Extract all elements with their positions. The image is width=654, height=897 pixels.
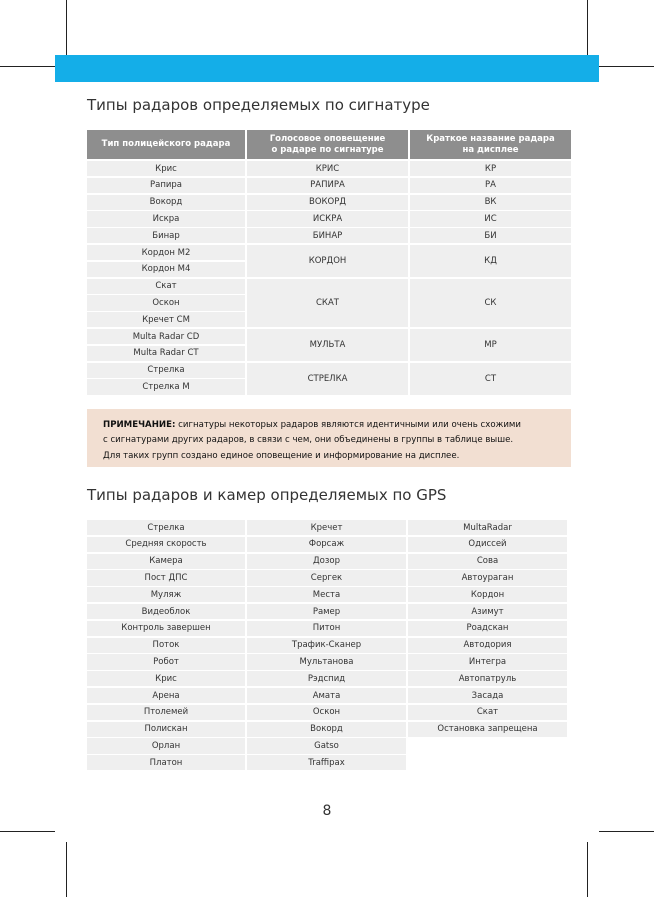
- header-label: о радаре по сигнатуре: [271, 144, 384, 155]
- voice-alert-cell: ВОКОРД: [247, 195, 408, 210]
- radar-type-cell: Кречет СМ: [87, 312, 245, 327]
- note-text: Для таких групп создано единое оповещение и информирование на дисплее.: [103, 450, 460, 461]
- voice-alert-cell: КОРДОН: [247, 245, 408, 277]
- gps-camera-cell: Трафик-Сканер: [247, 638, 406, 653]
- gps-camera-cell: Места: [247, 587, 406, 602]
- table-header-radar-type: [87, 130, 245, 159]
- gps-camera-cell: Traffipax: [247, 755, 406, 770]
- short-name-cell: КР: [410, 161, 571, 176]
- gps-camera-cell: Оскон: [247, 705, 406, 720]
- gps-camera-cell: Форсаж: [247, 537, 406, 552]
- crop-mark: [66, 0, 67, 55]
- radar-type-cell: Стрелка М: [87, 379, 245, 394]
- voice-alert-cell: КРИС: [247, 161, 408, 176]
- gps-camera-cell: Птолемей: [87, 705, 245, 720]
- gps-camera-cell: Видеоблок: [87, 604, 245, 619]
- section-title-gps: Типы радаров и камер определяемых по GPS: [87, 486, 447, 504]
- gps-camera-cell: Gatso: [247, 738, 406, 753]
- radar-type-cell: Скат: [87, 279, 245, 294]
- header-bar: [55, 55, 599, 82]
- gps-camera-cell: Крис: [87, 671, 245, 686]
- gps-camera-cell: Камера: [87, 554, 245, 569]
- table-header-short-name: [410, 130, 571, 159]
- gps-camera-cell: Поток: [87, 638, 245, 653]
- note-text: сигнатуры некоторых радаров являются идентичными или очень схожими: [175, 420, 521, 430]
- note-line: [103, 418, 555, 433]
- radar-type-cell: Multa Radar CT: [87, 346, 245, 361]
- gps-camera-cell: Питон: [247, 621, 406, 636]
- gps-camera-cell: Автопатруль: [408, 671, 567, 686]
- radar-type-cell: Искра: [87, 211, 245, 226]
- gps-camera-cell: Автоураган: [408, 570, 567, 585]
- voice-alert-cell: РАПИРА: [247, 178, 408, 193]
- gps-camera-cell: Вокорд: [247, 722, 406, 737]
- gps-camera-cell: Азимут: [408, 604, 567, 619]
- crop-mark: [0, 831, 55, 832]
- gps-camera-cell: Средняя скорость: [87, 537, 245, 552]
- radar-type-cell: Крис: [87, 161, 245, 176]
- gps-camera-cell: Арена: [87, 688, 245, 703]
- gps-camera-cell: Орлан: [87, 738, 245, 753]
- short-name-cell: МР: [410, 329, 571, 361]
- gps-camera-cell: Роадскан: [408, 621, 567, 636]
- gps-camera-cell: MultaRadar: [408, 520, 567, 535]
- voice-alert-cell: СКАТ: [247, 279, 408, 328]
- gps-camera-cell: Сова: [408, 554, 567, 569]
- crop-mark: [599, 831, 654, 832]
- radar-type-cell: Рапира: [87, 178, 245, 193]
- voice-alert-cell: СТРЕЛКА: [247, 363, 408, 395]
- header-label: Краткое название радара: [426, 133, 555, 144]
- radar-type-cell: Стрелка: [87, 363, 245, 378]
- crop-mark: [599, 66, 654, 67]
- short-name-cell: ИС: [410, 211, 571, 226]
- gps-camera-cell: Дозор: [247, 554, 406, 569]
- gps-camera-cell: Контроль завершен: [87, 621, 245, 636]
- gps-camera-cell: Интегра: [408, 654, 567, 669]
- table-header-voice: [247, 130, 408, 159]
- gps-camera-cell: Мультанова: [247, 654, 406, 669]
- radar-type-cell: Бинар: [87, 228, 245, 243]
- gps-camera-cell: Автодория: [408, 638, 567, 653]
- gps-camera-cell: Сергек: [247, 570, 406, 585]
- header-label: Голосовое оповещение: [269, 133, 386, 144]
- short-name-cell: БИ: [410, 228, 571, 243]
- gps-camera-cell: Скат: [408, 705, 567, 720]
- gps-camera-cell: Амата: [247, 688, 406, 703]
- radar-type-cell: Кордон М4: [87, 262, 245, 277]
- short-name-cell: СК: [410, 279, 571, 328]
- radar-type-cell: Кордон М2: [87, 245, 245, 260]
- gps-camera-cell: Остановка запрещена: [408, 722, 567, 737]
- note-box: [87, 409, 571, 467]
- gps-camera-cell: Платон: [87, 755, 245, 770]
- short-name-cell: ВК: [410, 195, 571, 210]
- section-title-signature: Типы радаров определяемых по сигнатуре: [87, 96, 430, 114]
- voice-alert-cell: ИСКРА: [247, 211, 408, 226]
- crop-mark: [0, 66, 55, 67]
- header-label: Тип полицейского радара: [101, 139, 231, 149]
- voice-alert-cell: БИНАР: [247, 228, 408, 243]
- short-name-cell: РА: [410, 178, 571, 193]
- radar-type-cell: Оскон: [87, 295, 245, 310]
- page-number: 8: [322, 803, 332, 819]
- short-name-cell: КД: [410, 245, 571, 277]
- gps-camera-cell: Кречет: [247, 520, 406, 535]
- crop-mark: [66, 842, 67, 897]
- note-text: с сигнатурами других радаров, в связи с чем, они объединены в группы в таблице выше.: [103, 435, 514, 446]
- gps-camera-cell: Муляж: [87, 587, 245, 602]
- gps-camera-cell: Пост ДПС: [87, 570, 245, 585]
- gps-camera-cell: Рамер: [247, 604, 406, 619]
- note-label: ПРИМЕЧАНИЕ:: [103, 420, 176, 430]
- radar-type-cell: Вокорд: [87, 195, 245, 210]
- gps-camera-cell: Полискан: [87, 722, 245, 737]
- voice-alert-cell: МУЛЬТА: [247, 329, 408, 361]
- crop-mark: [587, 842, 588, 897]
- header-label: на дисплее: [462, 144, 519, 155]
- gps-camera-cell: Робот: [87, 654, 245, 669]
- radar-type-cell: Multa Radar CD: [87, 329, 245, 344]
- crop-mark: [587, 0, 588, 55]
- gps-camera-cell: Одиссей: [408, 537, 567, 552]
- gps-camera-cell: Рэдспид: [247, 671, 406, 686]
- gps-camera-cell: Кордон: [408, 587, 567, 602]
- short-name-cell: СТ: [410, 363, 571, 395]
- gps-camera-cell: Засада: [408, 688, 567, 703]
- gps-camera-cell: Стрелка: [87, 520, 245, 535]
